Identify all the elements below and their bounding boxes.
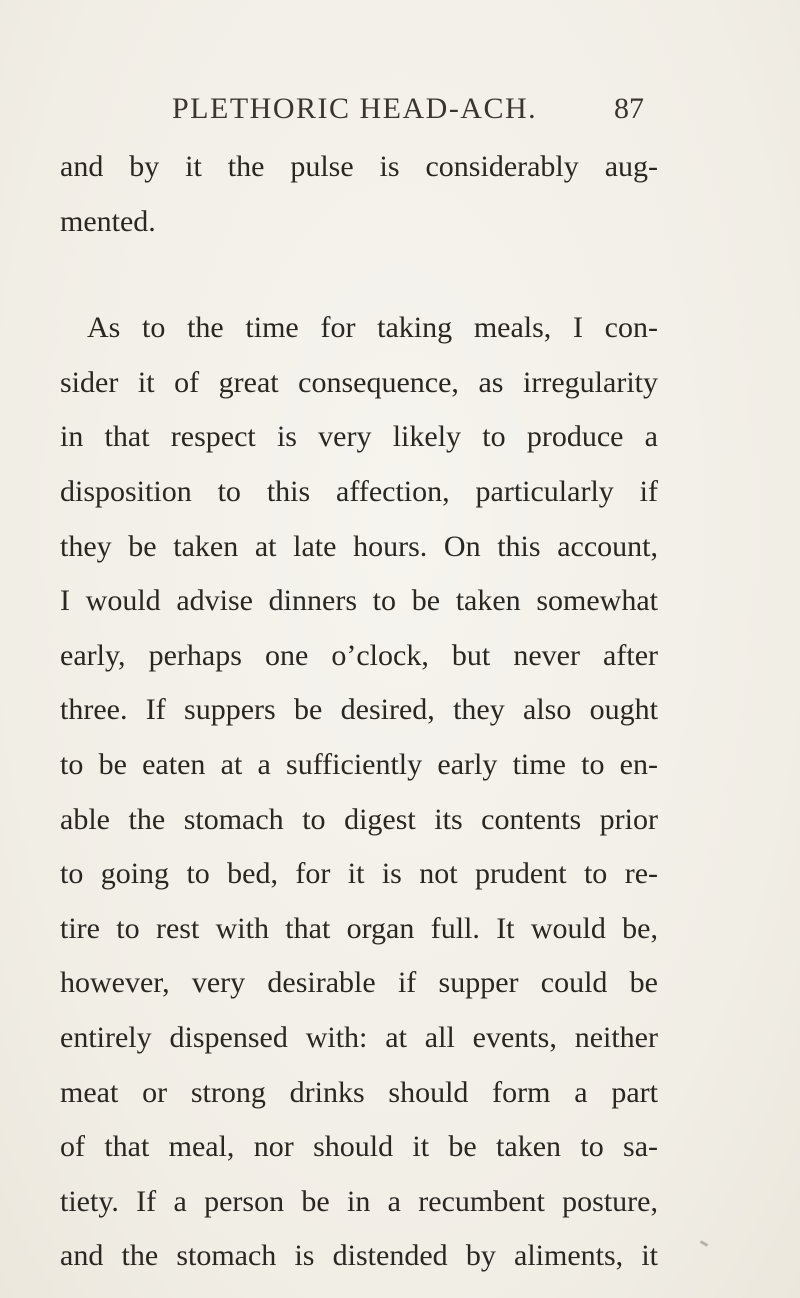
text-line: I would advise dinners to be taken somewhat (60, 584, 658, 618)
page-number: 87 (614, 92, 644, 125)
paper-speck (700, 1240, 708, 1247)
text-line: in that respect is very likely to produce a (60, 420, 658, 454)
text-line: able the stomach to digest its contents prior (60, 802, 658, 836)
text-line: tire to rest with that organ full. It would be, (60, 911, 658, 945)
paragraph (60, 140, 658, 249)
text-line: tiety. If a person be in a recumbent posture, (60, 1184, 658, 1218)
text-line: and the stomach is distended by aliments, it (60, 1239, 658, 1273)
paragraph-gap (60, 249, 658, 301)
text-line: and by it the pulse is considerably aug- (60, 150, 658, 183)
paragraph (60, 301, 658, 1284)
text-line: to be eaten at a sufficiently early time to en- (60, 747, 658, 781)
body-text (60, 140, 658, 1284)
text-line: sider it of great consequence, as irregularity (60, 365, 658, 399)
text-line: mented. (60, 204, 156, 238)
running-header (60, 92, 660, 132)
text-line: disposition to this affection, particularly if (60, 474, 658, 508)
text-line: however, very desirable if supper could be (60, 966, 658, 1000)
text-line: of that meal, nor should it be taken to sa- (60, 1130, 658, 1164)
running-title: PLETHORIC HEAD-ACH. (172, 92, 538, 125)
text-line: early, perhaps one o’clock, but never after (60, 638, 658, 672)
text-line: entirely dispensed with: at all events, neither (60, 1020, 658, 1054)
text-line: As to the time for taking meals, I con- (87, 311, 658, 345)
text-line: to going to bed, for it is not prudent to re- (60, 857, 658, 891)
text-line: they be taken at late hours. On this account, (60, 529, 658, 563)
text-line: meat or strong drinks should form a part (60, 1075, 658, 1109)
text-line: three. If suppers be desired, they also ought (60, 693, 658, 727)
